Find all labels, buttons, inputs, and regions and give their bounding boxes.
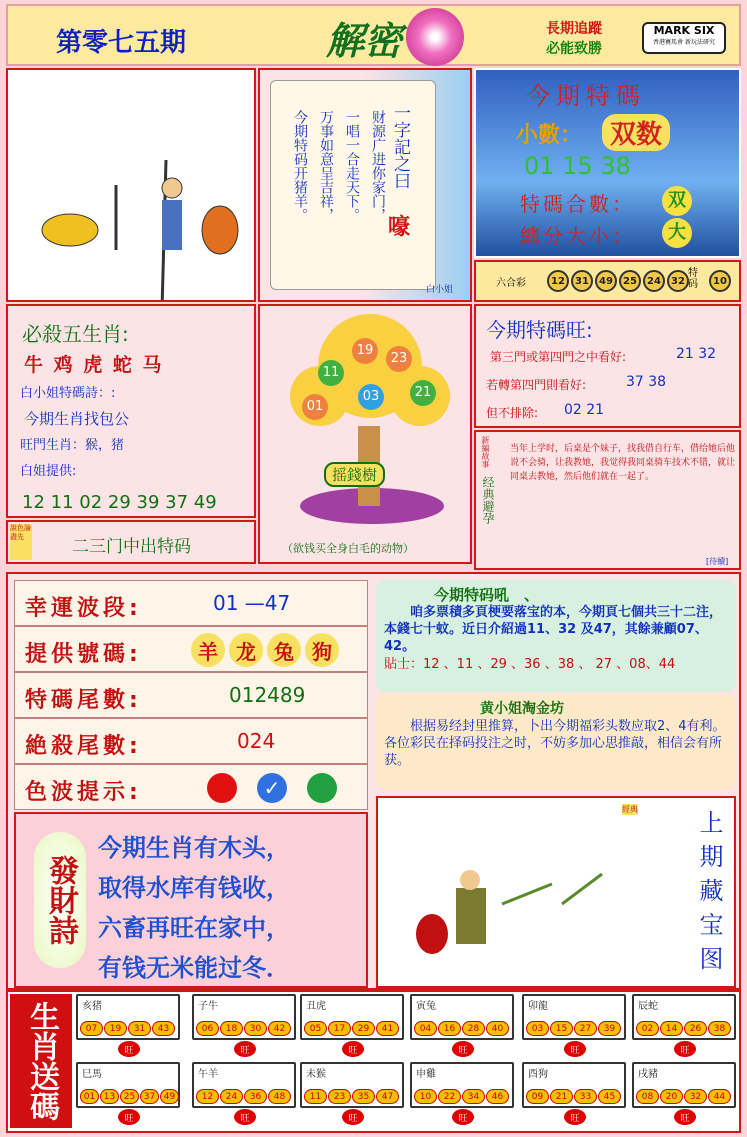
zodiac-number: 33 [574, 1089, 597, 1104]
lottery-ball: 31 [571, 270, 593, 292]
zodiac-number: 14 [660, 1021, 683, 1036]
story-tag-2: 经典避孕 [481, 476, 495, 524]
zodiac-name: 午羊 [198, 1069, 218, 1080]
zodiac-card [632, 1062, 736, 1108]
wang-badge: 旺 [118, 1109, 140, 1125]
red-wave-icon [207, 773, 237, 803]
zodiac-numbers [526, 1021, 622, 1036]
info-table [14, 580, 368, 810]
poem-author: 白小姐 [426, 285, 454, 295]
zodiac-number: 18 [220, 1021, 243, 1036]
kill-animals: 牛 鸡 虎 蛇 马 [24, 354, 164, 376]
zodiac-numbers [80, 1089, 180, 1104]
special-wang-panel [474, 304, 741, 428]
fortune-poem-panel [14, 812, 368, 988]
animal-chips [191, 633, 339, 667]
blue-check-icon: ✓ [257, 773, 287, 803]
zodiac-number: 26 [684, 1021, 707, 1036]
zodiac-number: 47 [376, 1089, 399, 1104]
zodiac-card [300, 994, 404, 1040]
small-label: 小數： [516, 123, 583, 148]
zodiac-number: 24 [220, 1089, 243, 1104]
gold-title: 黄小姐淘金坊 [480, 701, 564, 717]
slogan-2: 必能致勝 [546, 41, 602, 57]
wang-line1-value: 21 32 [676, 346, 717, 362]
tree-ball: 03 [358, 384, 384, 410]
fortune-badge: 發財詩 [34, 832, 86, 968]
zodiac-number: 01 [80, 1089, 99, 1104]
tree-ball: 19 [352, 338, 378, 364]
wang-badge: 旺 [234, 1041, 256, 1057]
zodiac-number: 49 [160, 1089, 179, 1104]
zodiac-card [76, 994, 180, 1040]
zodiac-card [410, 1062, 514, 1108]
zodiac-number: 32 [684, 1089, 707, 1104]
fortune-line: 六畜再旺在家中， [98, 914, 290, 942]
zodiac-card [632, 994, 736, 1040]
table-row [14, 672, 368, 718]
money-tree-panel [258, 304, 472, 564]
animal-chip: 羊 [191, 633, 225, 667]
size-value: 大 [662, 218, 692, 248]
row-label: 特碼尾數: [25, 688, 142, 713]
zodiac-number: 23 [328, 1089, 351, 1104]
special-ball: 10 [709, 270, 731, 292]
zodiac-name: 卯龍 [528, 1001, 548, 1012]
hint-tag: 說色論盡先 [10, 524, 32, 560]
small-value: 双数 [602, 114, 670, 151]
logo-text: 解密 [326, 19, 403, 63]
zodiac-number: 02 [636, 1021, 659, 1036]
wang-badge: 旺 [564, 1041, 586, 1057]
wang-badge: 旺 [674, 1041, 696, 1057]
zodiac-number: 07 [80, 1021, 103, 1036]
zodiac-card [192, 994, 296, 1040]
wang-badge: 旺 [234, 1109, 256, 1125]
kill-numbers: 12 11 02 29 39 37 49 [22, 492, 217, 513]
zodiac-number: 30 [244, 1021, 267, 1036]
zodiac-number: 31 [128, 1021, 151, 1036]
zodiac-card [300, 1062, 404, 1108]
zodiac-name: 辰蛇 [638, 1001, 658, 1012]
zodiac-number: 43 [152, 1021, 175, 1036]
zodiac-card [410, 994, 514, 1040]
row-value: 024 [237, 729, 276, 753]
tip-title: 今期特码吼 、 [434, 586, 540, 604]
zodiac-numbers [636, 1089, 732, 1104]
special-numbers: 01 15 38 [524, 152, 631, 180]
zodiac-name: 申雞 [416, 1069, 436, 1080]
zodiac-numbers [414, 1089, 510, 1104]
zodiac-number: 08 [636, 1089, 659, 1104]
lottery-ball: 32 [667, 270, 689, 292]
zodiac-number: 20 [660, 1089, 683, 1104]
lottery-balls [546, 270, 690, 292]
zodiac-card [192, 1062, 296, 1108]
fortune-line: 有钱无米能过冬． [98, 954, 290, 982]
story-tag: 新編故事 [481, 436, 490, 468]
wang-badge: 旺 [452, 1041, 474, 1057]
kill-title: 必殺五生肖: [22, 322, 129, 346]
treasure-panel [376, 796, 736, 988]
tree-ball: 11 [318, 360, 344, 386]
kill-zodiac-panel [6, 304, 256, 518]
zodiac-number: 36 [244, 1089, 267, 1104]
marksix-logo: MARK SIX 香港賽馬會 新玩法研究 [642, 22, 726, 54]
zodiac-numbers [196, 1021, 292, 1036]
zodiac-number: 40 [486, 1021, 509, 1036]
fortune-line: 取得水库有钱收， [98, 874, 290, 902]
zodiac-number: 46 [486, 1089, 509, 1104]
wang-badge: 旺 [564, 1109, 586, 1125]
lottery-ball: 25 [619, 270, 641, 292]
table-row [14, 718, 368, 764]
lottery-ball: 49 [595, 270, 617, 292]
zodiac-number: 25 [120, 1089, 139, 1104]
zodiac-number: 13 [100, 1089, 119, 1104]
sum-label: 特碼合數： [520, 192, 635, 216]
cartoon-image [6, 68, 256, 302]
size-label: 總分大小： [520, 224, 635, 248]
zodiac-number: 15 [550, 1021, 573, 1036]
table-row [14, 626, 368, 672]
zodiac-numbers [196, 1089, 292, 1104]
sum-value: 双 [662, 186, 692, 216]
zodiac-card [522, 994, 626, 1040]
zodiac-number: 38 [708, 1021, 731, 1036]
zodiac-name: 亥猪 [82, 1001, 102, 1012]
table-row [14, 580, 368, 626]
zodiac-number: 27 [574, 1021, 597, 1036]
provider: 白姐提供: [20, 464, 77, 479]
zodiac-number: 04 [414, 1021, 437, 1036]
poem-scroll-panel [258, 68, 472, 302]
zodiac-card [522, 1062, 626, 1108]
wang-badge: 旺 [674, 1109, 696, 1125]
row-label: 絶殺尾數: [25, 734, 142, 759]
zodiac-card [76, 1062, 180, 1108]
zodiac-number: 11 [304, 1089, 327, 1104]
hint-text: 二三门中出特码 [72, 537, 191, 557]
tip-body: 咱多票積多頁梗要落宝的本，今期頁七個共三十二注，本錢七十蚊。近日介紹過11、32 及47，其餘兼顧07、42。 [384, 605, 723, 654]
header-bar [6, 4, 741, 66]
story-corner: [待續] [706, 557, 729, 566]
zodiac-number: 21 [550, 1089, 573, 1104]
zodiac-number: 42 [268, 1021, 291, 1036]
special-code-panel [474, 68, 741, 258]
wang-badge: 旺 [118, 1041, 140, 1057]
animal-chip: 龙 [229, 633, 263, 667]
zodiac-number: 03 [526, 1021, 549, 1036]
lottery-label: 六合彩 [496, 278, 526, 289]
zodiac-number: 44 [708, 1089, 731, 1104]
green-wave-icon [307, 773, 337, 803]
tip-box [376, 580, 736, 692]
wang-zodiac: 旺門生肖：猴，猪 [20, 438, 125, 453]
treasure-tag: 經典 [622, 805, 638, 814]
tree-sign: 摇錢樹 [324, 462, 385, 487]
zodiac-number: 12 [196, 1089, 219, 1104]
wang-line2-value: 37 38 [626, 374, 667, 390]
wang-title: 今期特碼旺: [486, 318, 593, 342]
hint-panel [6, 520, 256, 564]
tree-ball: 21 [410, 380, 436, 406]
zodiac-number: 10 [414, 1089, 437, 1104]
zodiac-number: 16 [438, 1021, 461, 1036]
poem-columns: 财源广进你家门， 一唱一合走天下。 万事如意呈吉祥， 今期特码开猪羊。 [292, 110, 386, 222]
story-panel [474, 430, 741, 570]
zodiac-number: 37 [140, 1089, 159, 1104]
special-ball-label: 特码 [688, 268, 698, 290]
story-text: 当年上学时，后桌是个妹子，找我借自行车，借给她后他说不会骑，让我教她，我觉得我同桌骑车技术不错，就让同桌去教她，然后他们就在一起了。 [510, 444, 736, 482]
zodiac-numbers [526, 1089, 622, 1104]
treasure-title: 上期藏宝图 [695, 810, 723, 980]
table-row [14, 764, 368, 810]
tree-ball: 23 [386, 346, 412, 372]
zodiac-number: 34 [462, 1089, 485, 1104]
fortune-line: 今期生肖有木头， [98, 834, 290, 862]
tip-post: 貼士：12 、11 、29 、36 、38 、 27 、08、44 [384, 657, 676, 672]
poem-label: 白小姐特碼詩：: [20, 386, 116, 401]
wang-badge: 旺 [452, 1109, 474, 1125]
zodiac-name: 寅兔 [416, 1001, 436, 1012]
lottery-row [474, 260, 741, 302]
slogan-1: 長期追蹤 [546, 21, 602, 37]
zodiac-number: 22 [438, 1089, 461, 1104]
poem-highlight: 嚎 [388, 215, 411, 240]
issue-number: 第零七五期 [56, 28, 187, 58]
row-value: 01 —47 [213, 591, 291, 615]
wang-badge: 旺 [342, 1041, 364, 1057]
zodiac-numbers [80, 1021, 176, 1036]
zodiac-name: 巳馬 [82, 1069, 102, 1080]
zodiac-number: 19 [104, 1021, 127, 1036]
gold-box [376, 694, 736, 790]
zodiac-title: 生肖送碼 [10, 994, 72, 1128]
zodiac-name: 子牛 [198, 1001, 218, 1012]
zodiac-number: 48 [268, 1089, 291, 1104]
zodiac-number: 45 [598, 1089, 621, 1104]
zodiac-number: 35 [352, 1089, 375, 1104]
zodiac-number: 39 [598, 1021, 621, 1036]
zodiac-name: 未猴 [306, 1069, 326, 1080]
row-label: 色波提示: [25, 780, 142, 805]
animal-chip: 狗 [305, 633, 339, 667]
zodiac-number: 41 [376, 1021, 399, 1036]
zodiac-number: 17 [328, 1021, 351, 1036]
zodiac-numbers [636, 1021, 732, 1036]
fortune-lines [98, 828, 290, 988]
zodiac-numbers [304, 1021, 400, 1036]
tree-caption: （欲钱买全身白毛的动物） [282, 542, 414, 555]
zodiac-numbers [414, 1021, 510, 1036]
zodiac-name: 丑虎 [306, 1001, 326, 1012]
wang-line2-label: 若轉第四門則看好: [486, 378, 587, 392]
row-label: 提供號碼: [25, 642, 142, 667]
row-label: 幸運波段: [25, 596, 142, 621]
wang-line3-label: 但不排除: [486, 406, 539, 420]
treasure-illustration [382, 804, 672, 984]
tree-ball: 01 [302, 394, 328, 420]
special-title: 今期特碼 [526, 82, 646, 110]
zodiac-name: 戌豬 [638, 1069, 658, 1080]
farmer-illustration [8, 70, 254, 300]
wang-line3-value: 02 21 [564, 402, 605, 418]
lottery-ball: 24 [643, 270, 665, 292]
zodiac-numbers [304, 1089, 400, 1104]
zodiac-name: 酉狗 [528, 1069, 548, 1080]
poem-title: 一字記之曰 [390, 104, 410, 189]
wang-badge: 旺 [342, 1109, 364, 1125]
zodiac-number: 09 [526, 1089, 549, 1104]
lottery-ball: 12 [547, 270, 569, 292]
animal-chip: 兔 [267, 633, 301, 667]
gold-body: 根据易经封里推算，卜出今期福彩头数应取2、4有利。各位彩民在择码投注之时，不妨多加心思推敲，相信会有所获。 [384, 719, 726, 768]
zodiac-number: 05 [304, 1021, 327, 1036]
zodiac-number: 06 [196, 1021, 219, 1036]
wang-line1-label: 第三門或第四門之中看好: [490, 350, 627, 364]
zodiac-number: 29 [352, 1021, 375, 1036]
row-value: 012489 [229, 683, 306, 707]
poem-line: 今期生肖找包公 [24, 410, 130, 428]
zodiac-number: 28 [462, 1021, 485, 1036]
logo-disc-icon [406, 8, 464, 66]
